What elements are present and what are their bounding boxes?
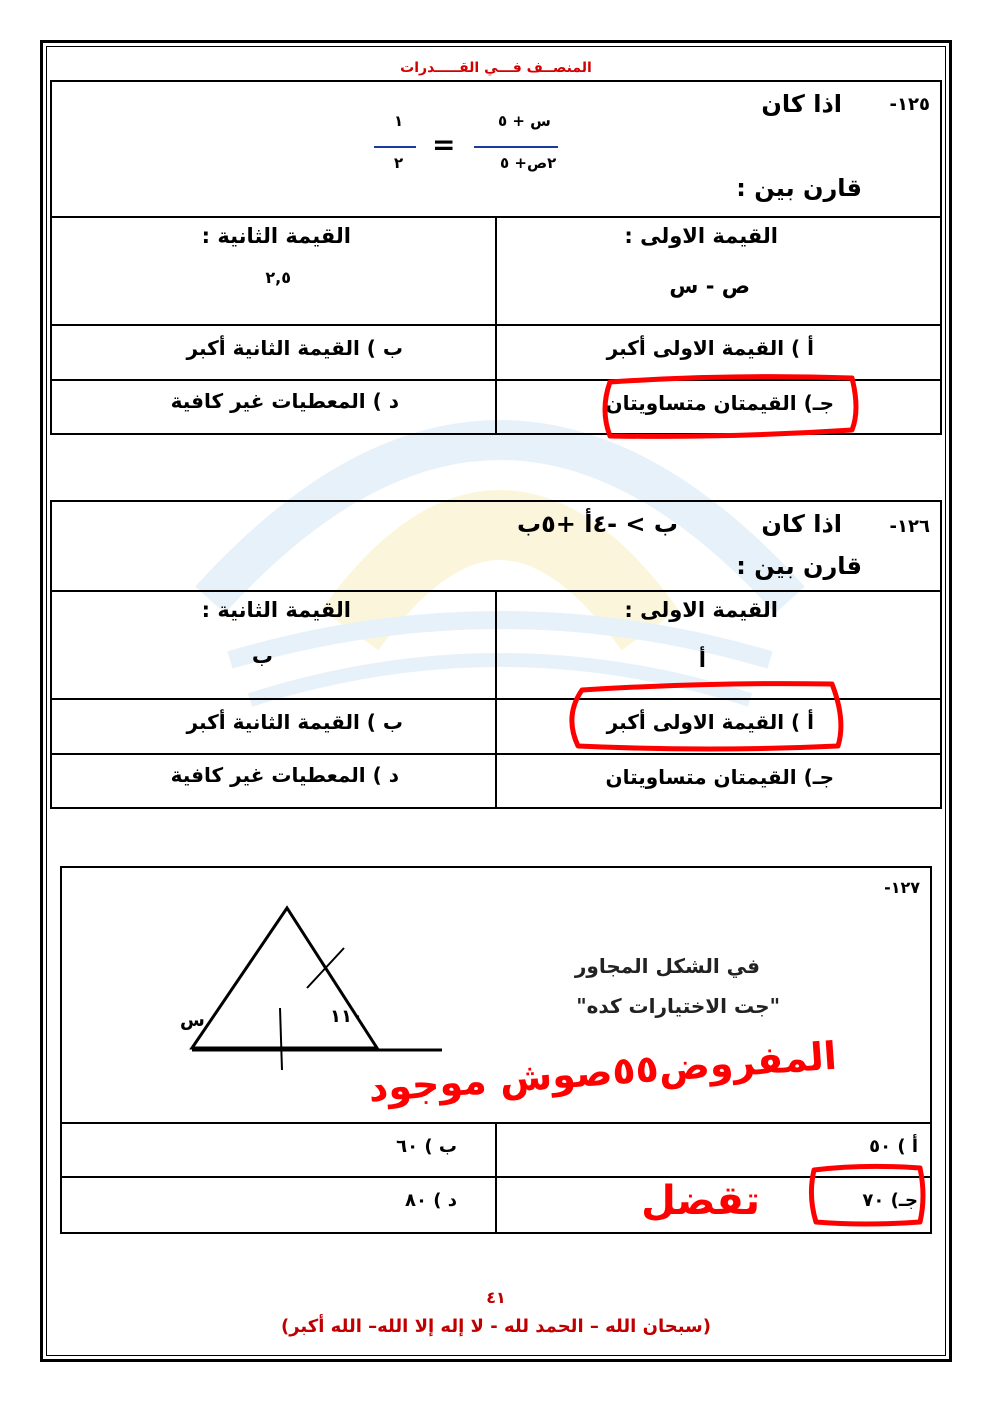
q125-option-b[interactable]: ب ) القيمة الثانية أكبر: [51, 325, 496, 380]
q126-number: ١٢٦-: [889, 516, 930, 537]
q125-denominator-left: ٢ص+ ٥: [500, 154, 557, 172]
question-126: [50, 500, 942, 809]
q126-value1-label: القيمة الاولى :: [624, 598, 778, 622]
q125-denominator-right: ٢: [394, 154, 404, 172]
q125-option-a[interactable]: أ ) القيمة الاولى أكبر: [496, 325, 941, 380]
q126-value1: أ: [698, 648, 706, 672]
q126-option-d[interactable]: د ) المعطيات غير كافية: [51, 754, 496, 808]
q125-option-c[interactable]: جـ) القيمتان متساويتان: [496, 380, 941, 434]
q125-if-text: اذا كان: [761, 90, 842, 118]
q125-equals: =: [432, 128, 456, 161]
q127-option-d[interactable]: د ) ٨٠: [61, 1177, 496, 1233]
triangle-figure: [122, 898, 442, 1078]
q125-value1: ص - س: [669, 274, 750, 298]
q125-numerator-right: ١: [394, 112, 404, 130]
q126-value2: ب: [251, 644, 273, 668]
q125-value2: ٢,٥: [265, 268, 291, 287]
q127-option-c[interactable]: جـ) ٧٠ تقضل: [496, 1177, 931, 1233]
q127-caption-2: "جت الاختيارات كده": [576, 994, 780, 1018]
q126-stem: [51, 501, 941, 591]
q126-option-a[interactable]: أ ) القيمة الاولى أكبر: [496, 699, 941, 754]
q126-compare-text: قارن بين :: [736, 552, 862, 580]
question-127: [60, 866, 932, 1234]
q126-option-b[interactable]: ب ) القيمة الثانية أكبر: [51, 699, 496, 754]
q126-condition: ب > -٤أ +٥ب: [516, 510, 678, 538]
q127-caption-1: في الشكل المجاور: [574, 954, 760, 978]
q127-option-a[interactable]: أ ) ٥٠: [496, 1123, 931, 1177]
q125-numerator-left: س + ٥: [498, 112, 551, 130]
q125-answer-circle: [590, 370, 870, 450]
q125-option-d[interactable]: د ) المعطيات غير كافية: [51, 380, 496, 434]
footer-dua: (سبحان الله – الحمد لله - لا إله إلا الله– الله أكبر): [281, 1316, 711, 1337]
q127-angle-label: ١١٠: [330, 1006, 363, 1027]
q126-value2-cell: [51, 591, 496, 699]
page-number: ٤١: [486, 1288, 506, 1307]
q127-var-label: س: [180, 1010, 205, 1031]
q125-fraction-bar-right: [374, 146, 416, 148]
q127-answer-box: [804, 1160, 930, 1232]
q125-compare-text: قارن بين :: [736, 174, 862, 202]
q125-value2-label: القيمة الثانية :: [201, 224, 351, 248]
q126-option-c[interactable]: جـ) القيمتان متساويتان: [496, 754, 941, 808]
q125-stem: [51, 81, 941, 217]
q125-value1-label: القيمة الاولى :: [624, 224, 778, 248]
q127-stem: [61, 867, 931, 1123]
handwritten-note: المفروض٥٥صوش موجود: [367, 1033, 839, 1111]
q125-value1-cell: [496, 217, 941, 325]
q126-value2-label: القيمة الثانية :: [201, 598, 351, 622]
handwritten-answer: تقضل: [641, 1178, 760, 1224]
page-header: المنصــف فـــي القـــــدرات: [400, 60, 592, 76]
q126-answer-circle: [560, 680, 860, 760]
q127-option-b[interactable]: ب ) ٦٠: [61, 1123, 496, 1177]
q127-number: ١٢٧-: [884, 878, 920, 897]
q125-fraction-bar-left: [474, 146, 558, 148]
q125-number: ١٢٥-: [889, 94, 930, 115]
q125-value2-cell: [51, 217, 496, 325]
q126-if-text: اذا كان: [761, 510, 842, 538]
